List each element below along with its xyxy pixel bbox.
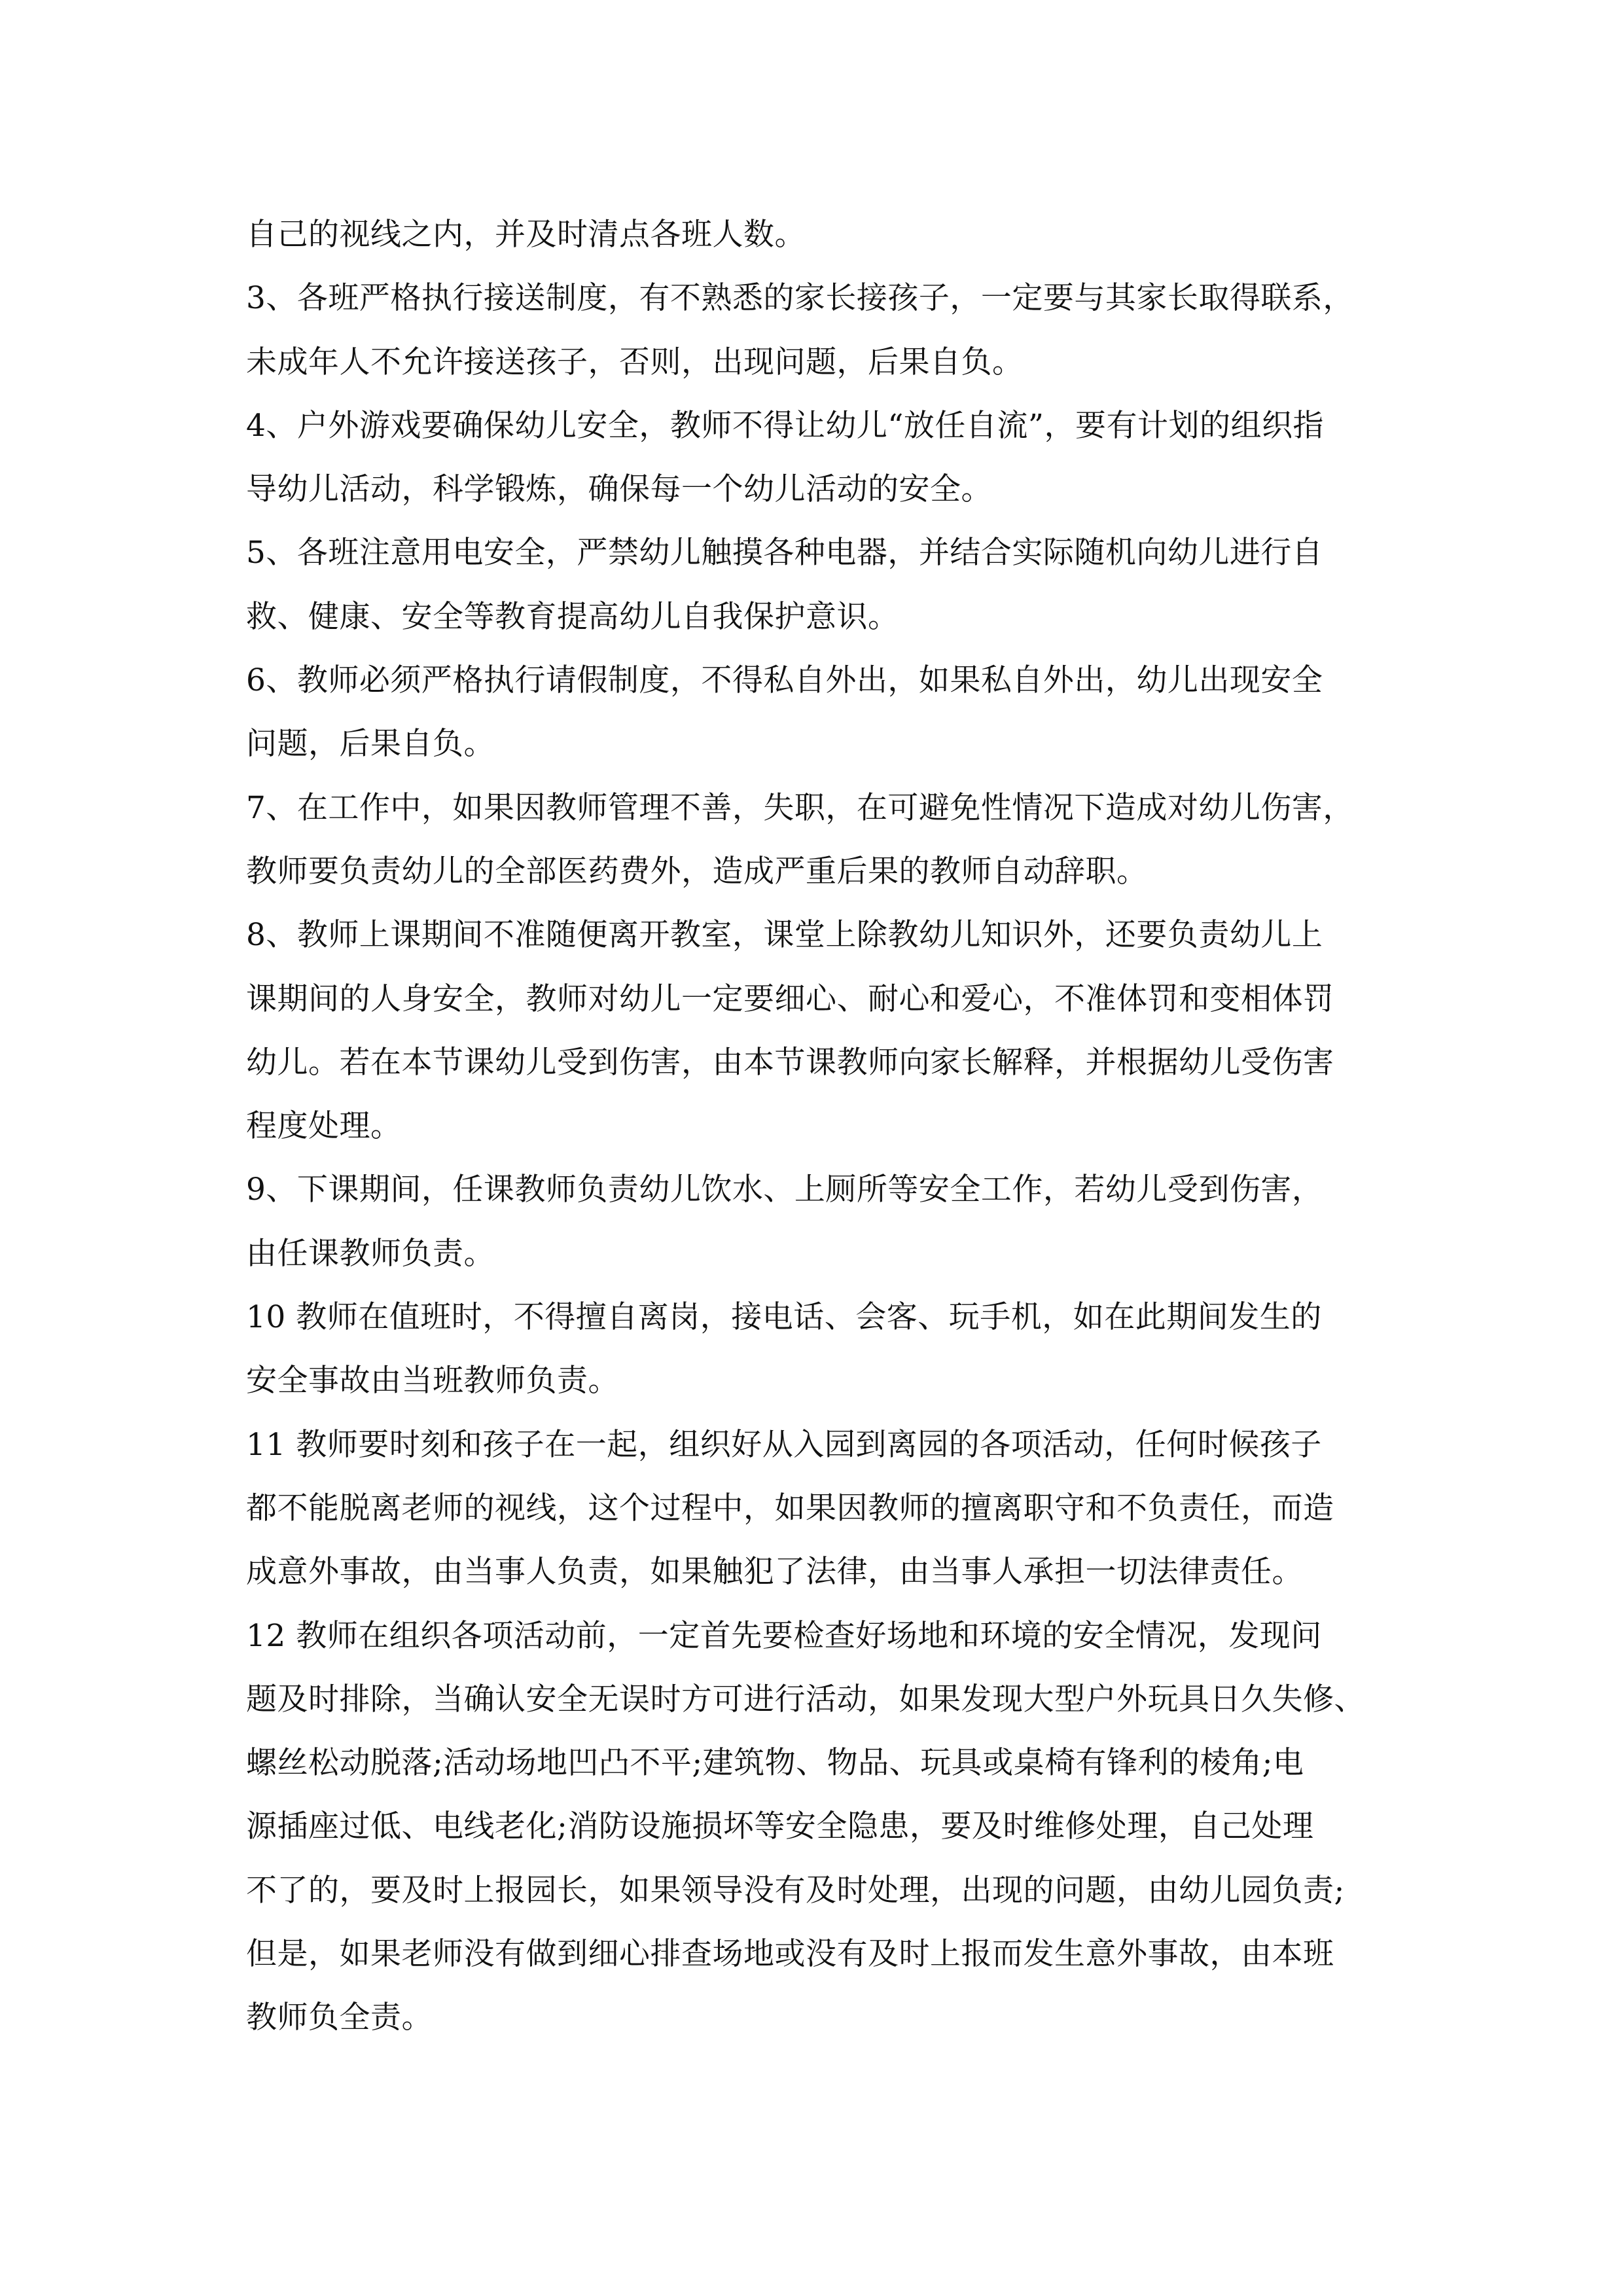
text-line: 3、各班严格执行接送制度，有不熟悉的家长接孩子，一定要与其家长取得联系， xyxy=(246,280,1354,317)
text-line: 教师要负责幼儿的全部医药费外，造成严重后果的教师自动辞职。 xyxy=(246,853,1148,889)
text-line: 7、在工作中，如果因教师管理不善，失职，在可避免性情况下造成对幼儿伤害， xyxy=(246,789,1354,826)
text-line: 题及时排除，当确认安全无误时方可进行活动，如果发现大型户外玩具日久失修、 xyxy=(246,1681,1365,1717)
text-line: 10 教师在值班时，不得擅自离岗，接电话、会客、玩手机，如在此期间发生的 xyxy=(246,1299,1322,1336)
text-line: 6、教师必须严格执行请假制度，不得私自外出，如果私自外出，幼儿出现安全 xyxy=(246,662,1323,699)
body-text xyxy=(246,203,1385,2050)
text-line: 12 教师在组织各项活动前，一定首先要检查好场地和环境的安全情况，发现问 xyxy=(246,1617,1322,1654)
text-line: 都不能脱离老师的视线，这个过程中，如果因教师的擅离职守和不负责任，而造 xyxy=(246,1490,1334,1526)
text-line: 课期间的人身安全，教师对幼儿一定要细心、耐心和爱心，不准体罚和变相体罚 xyxy=(246,980,1334,1017)
text-line: 导幼儿活动，科学锻炼，确保每一个幼儿活动的安全。 xyxy=(246,471,992,508)
text-line: 救、健康、安全等教育提高幼儿自我保护意识。 xyxy=(246,598,899,635)
text-line: 由任课教师负责。 xyxy=(246,1235,495,1272)
text-line: 螺丝松动脱落;活动场地凹凸不平;建筑物、物品、玩具或桌椅有锋利的棱角;电 xyxy=(246,1745,1304,1782)
text-line: 程度处理。 xyxy=(246,1108,402,1145)
text-line: 幼儿。若在本节课幼儿受到伤害，由本节课教师向家长解释，并根据幼儿受伤害 xyxy=(246,1044,1334,1081)
text-line: 9、下课期间，任课教师负责幼儿饮水、上厕所等安全工作，若幼儿受到伤害， xyxy=(246,1172,1323,1208)
text-line: 安全事故由当班教师负责。 xyxy=(246,1363,619,1399)
text-line: 源插座过低、电线老化;消防设施损坏等安全隐患，要及时维修处理，自己处理 xyxy=(246,1808,1314,1845)
text-line: 11 教师要时刻和孩子在一起，组织好从入园到离园的各项活动，任何时候孩子 xyxy=(246,1426,1322,1463)
text-line: 问题，后果自负。 xyxy=(246,726,495,762)
text-line: 4、户外游戏要确保幼儿安全，教师不得让幼儿“放任自流”，要有计划的组织指 xyxy=(246,407,1324,444)
text-line: 未成年人不允许接送孩子，否则，出现问题，后果自负。 xyxy=(246,344,1024,380)
text-line: 教师负全责。 xyxy=(246,2000,433,2036)
text-line: 自己的视线之内，并及时清点各班人数。 xyxy=(246,217,806,253)
text-line: 成意外事故，由当事人负责，如果触犯了法律，由当事人承担一切法律责任。 xyxy=(246,1554,1303,1590)
text-line: 5、各班注意用电安全，严禁幼儿触摸各种电器，并结合实际随机向幼儿进行自 xyxy=(246,535,1323,571)
text-line: 但是，如果老师没有做到细心排查场地或没有及时上报而发生意外事故，由本班 xyxy=(246,1936,1334,1973)
text-line: 不了的，要及时上报园长，如果领导没有及时处理，出现的问题，由幼儿园负责; xyxy=(246,1872,1345,1909)
text-line: 8、教师上课期间不准随便离开教室，课堂上除教幼儿知识外，还要负责幼儿上 xyxy=(246,917,1323,954)
